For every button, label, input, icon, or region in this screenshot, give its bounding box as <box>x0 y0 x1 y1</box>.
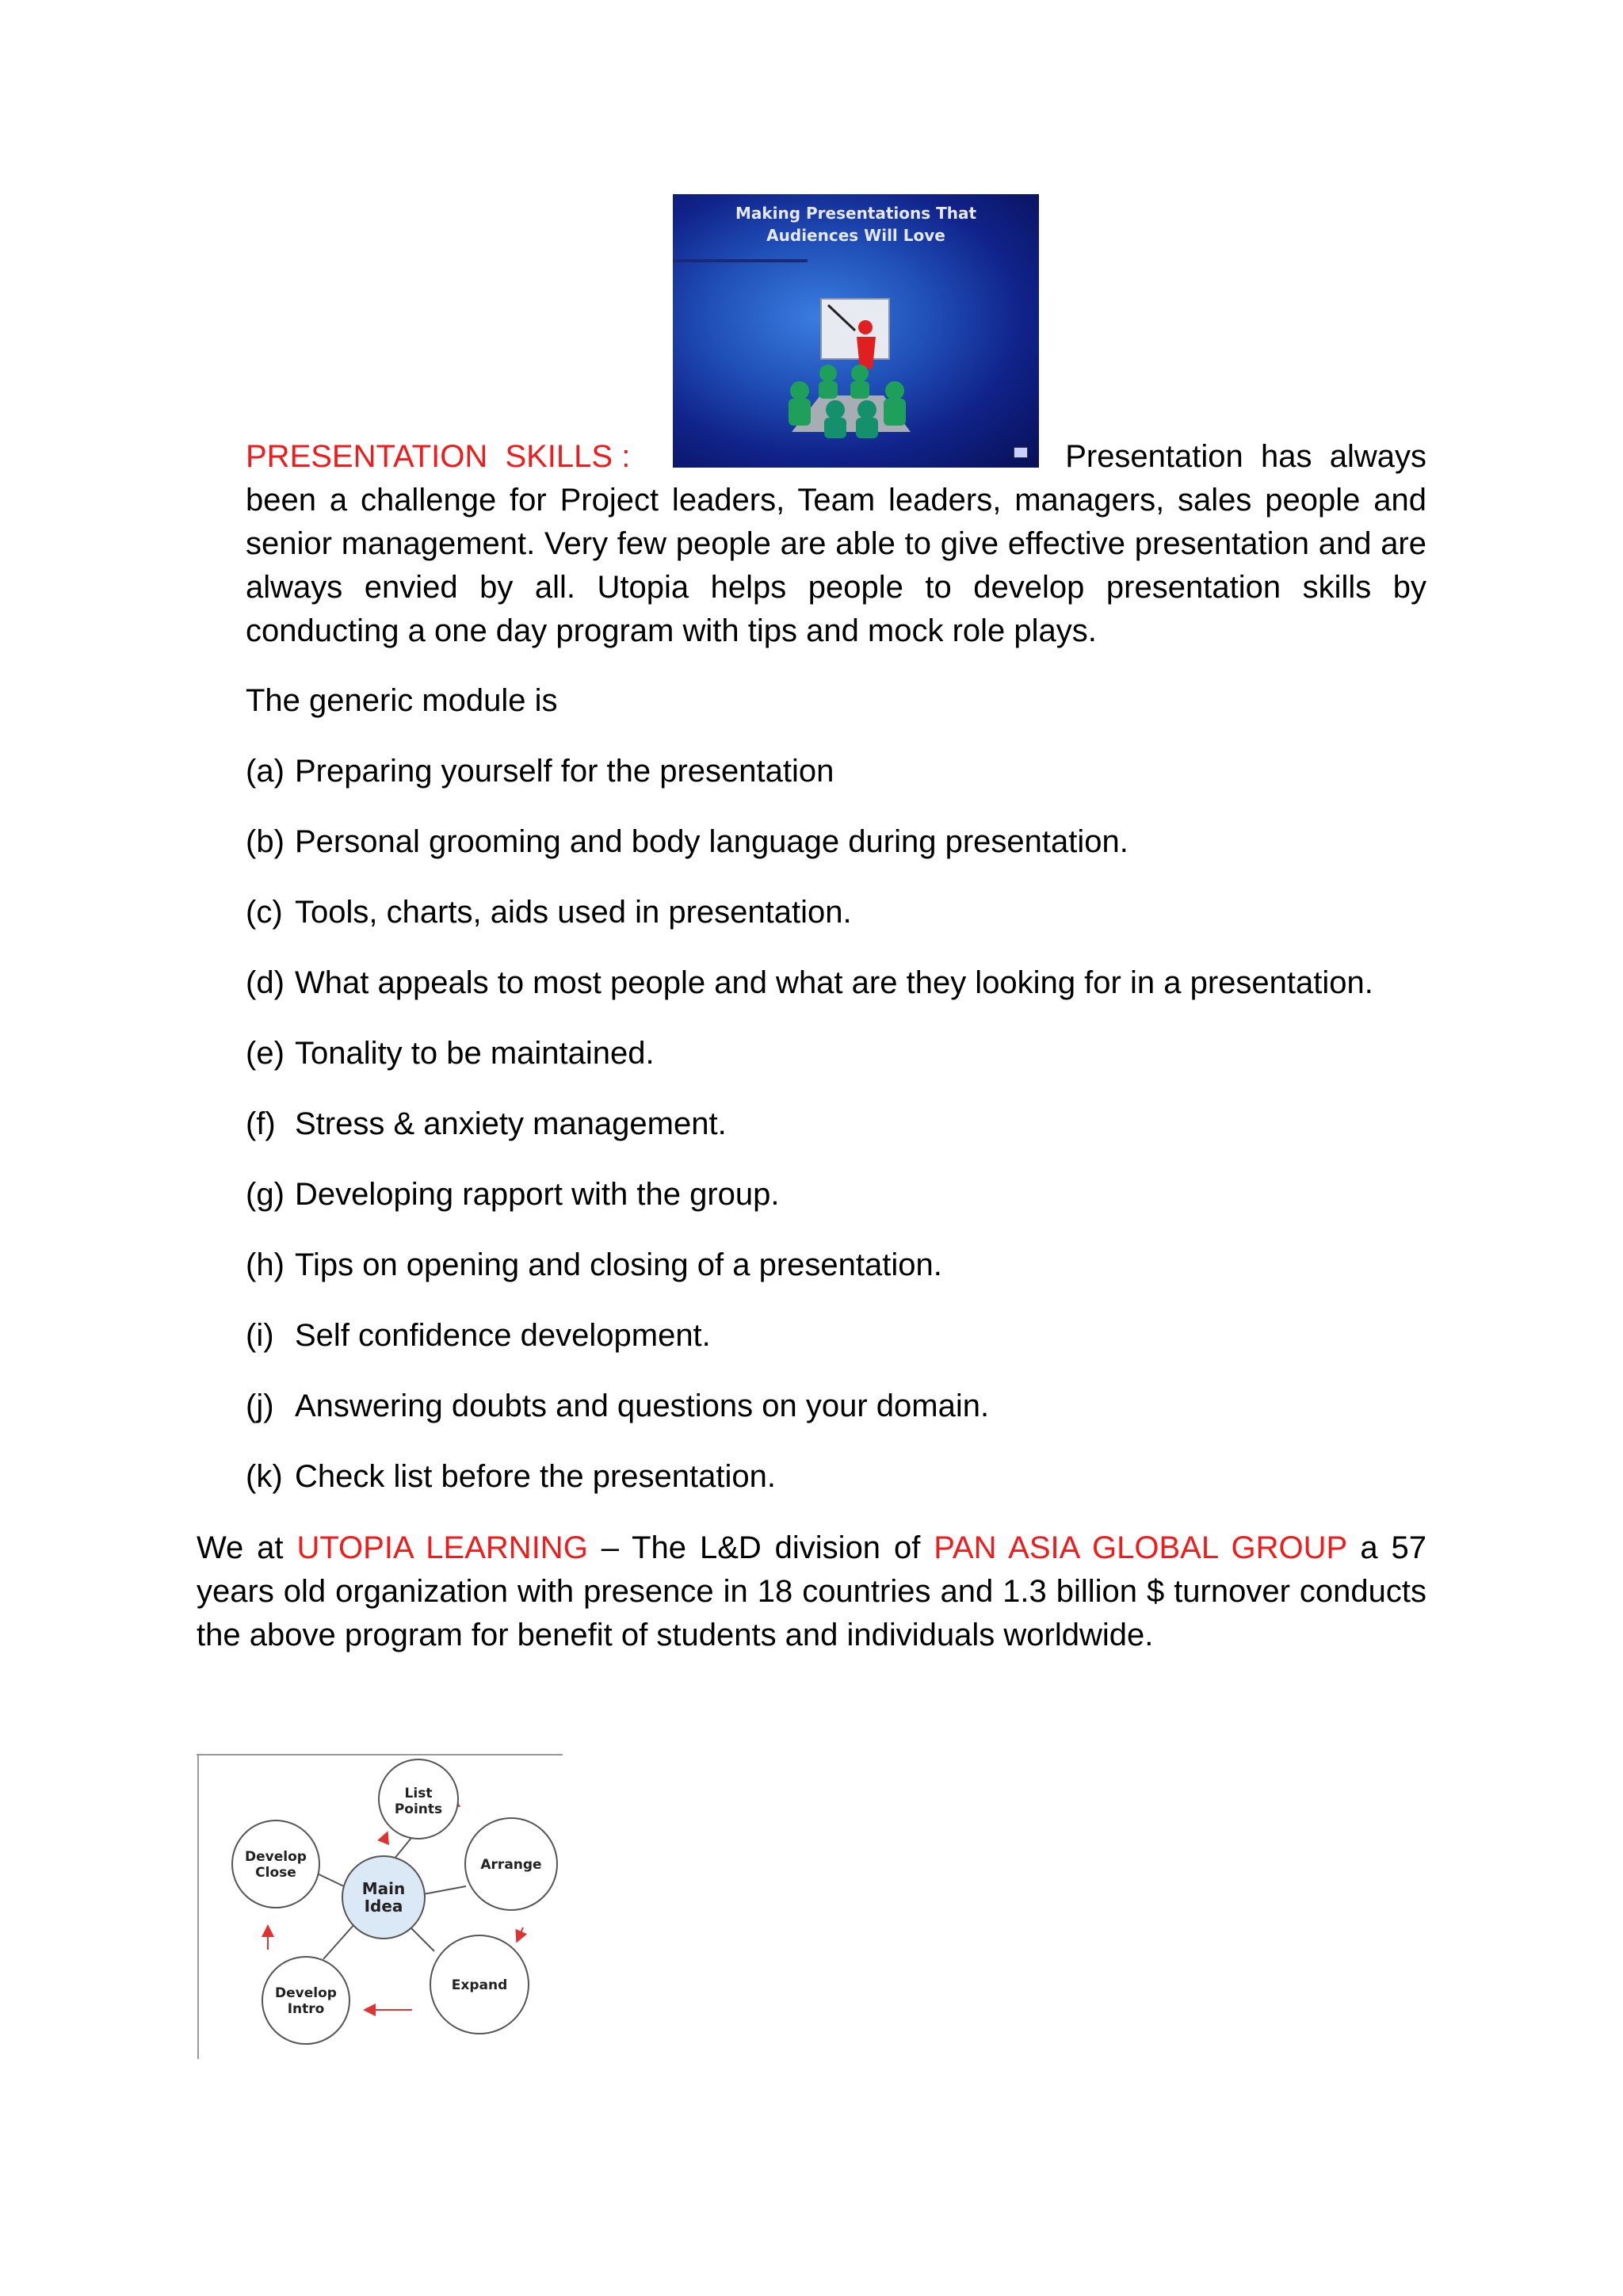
diagram-node-develop-intro <box>262 1957 349 2044</box>
slide-image <box>673 194 1039 468</box>
diagram-node-arrange <box>465 1818 557 1910</box>
list-item: (c) Tools, charts, aids used in presentation. <box>246 895 852 930</box>
module-intro: The generic module is <box>246 683 558 718</box>
svg-text:Intro: Intro <box>287 2001 325 2017</box>
intro-first-line <box>246 435 1426 479</box>
svg-text:Develop: Develop <box>275 1985 337 2001</box>
svg-text:Expand: Expand <box>451 1977 508 1993</box>
section-heading: PRESENTATION SKILLS : <box>246 439 631 474</box>
intro-lead: Presentation has always <box>1065 439 1426 474</box>
list-item: (k) Check list before the presentation. <box>246 1459 777 1494</box>
list-item: (e) Tonality to be maintained. <box>246 1036 655 1071</box>
list-item: (a) Preparing yourself for the presentation <box>246 754 834 789</box>
svg-text:List: List <box>404 1786 433 1801</box>
group-name: PAN ASIA GLOBAL GROUP <box>934 1530 1347 1565</box>
svg-text:Develop: Develop <box>245 1849 307 1865</box>
list-item: (f) Stress & anxiety management. <box>246 1106 727 1141</box>
svg-text:Main: Main <box>361 1879 406 1898</box>
diagram-node-list-points <box>379 1759 458 1839</box>
list-item: (g) Developing rapport with the group. <box>246 1177 780 1212</box>
svg-text:Close: Close <box>255 1865 296 1881</box>
svg-text:Points: Points <box>394 1801 443 1817</box>
svg-text:Idea: Idea <box>364 1897 403 1916</box>
list-item: (d) What appeals to most people and what are they looking for in a presentation. <box>246 965 1373 1000</box>
list-item: (i) Self confidence development. <box>246 1318 711 1353</box>
list-item: (h) Tips on opening and closing of a presentation. <box>246 1247 942 1282</box>
presenter-illustration <box>673 194 1039 468</box>
intro-paragraph: been a challenge for Project leaders, Team leaders, managers, sales people and senior management. Very few people are able to give effective presentation and are always envied by all. Utopia helps people to develop presentation skills by conducting a one day program with tips and mock role plays. <box>246 483 1426 648</box>
list-item: (j) Answering doubts and questions on your domain. <box>246 1389 990 1423</box>
diagram-node-main-idea <box>342 1856 425 1939</box>
diagram-node-expand <box>430 1935 529 2034</box>
svg-text:Arrange: Arrange <box>480 1857 542 1873</box>
presentation-cycle-diagram <box>197 1753 563 2059</box>
diagram-node-develop-close <box>232 1820 319 1908</box>
closing-paragraph: We at UTOPIA LEARNING – The L&D division of PAN ASIA GLOBAL GROUP a 57 years old organization with presence in 18 countries and 1.3 billion $ turnover conducts the above program for benefit of students and individuals worldwide. <box>197 1530 1427 1652</box>
slide-title: Making Presentations That Audiences Will Love <box>735 204 977 245</box>
list-item: (b) Personal grooming and body language during presentation. <box>246 824 1128 859</box>
org-name: UTOPIA LEARNING <box>296 1530 588 1565</box>
